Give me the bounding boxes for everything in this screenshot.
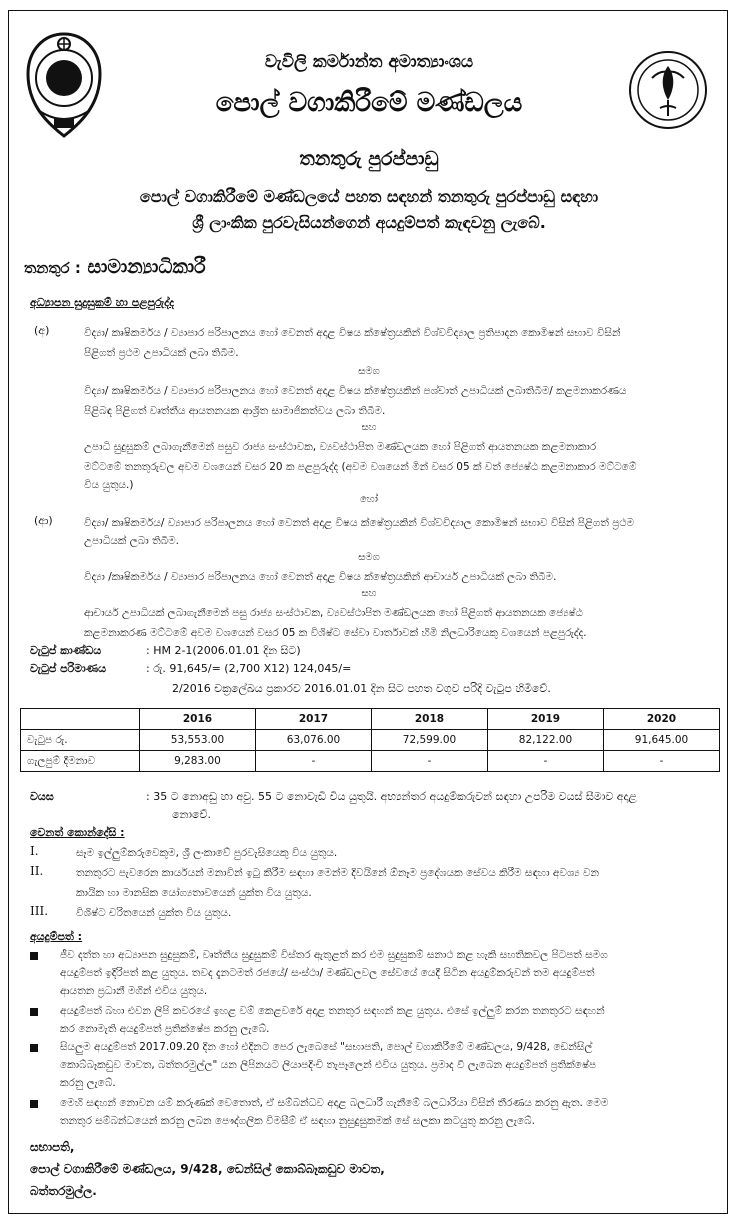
application-4-line1: මෙහි සඳහන් නොවන යම් කරුණක් වෙතොත්, ඒ සම්බන්ධව අදාළ බලධාරී ගැනීමේ බලධාරියා විසින් තීරණය කරනු ඇත. මෙම [60,1097,609,1109]
salary-code-label: වැටුප් කාණ්ඩය [30,644,102,657]
qualification-b3-line1: ආචාර්ය උපාධියක් ලබාගැනීමෙන් පසු රාජ්‍ය සංස්ථාවක, ව්‍යවස්ථාපිත මණ්ඩලයක හෝ පිළිගත් ආයතනයක ජ්‍යෙෂ්ඨ [84,607,583,619]
connector-saha-1: සහ [361,422,377,433]
salary-scale-value: : රු. 91,645/= (2,700 X12) 124,045/= [146,662,352,675]
footer-line3: බත්තරමුල්ල. [30,1184,97,1198]
bullet-icon [30,1008,38,1016]
application-3-line3: කරනු ලැබේ. [60,1077,116,1089]
condition-marker: III. [30,904,49,918]
qualifications-title: අධ්‍යාපන සුදුසුකම් හා පළපුරුද්ද [30,296,174,309]
condition-marker: I. [30,844,39,858]
post-heading [24,256,206,278]
salary-code-value: : HM 2-1(2006.01.01 දින සිට) [146,644,301,657]
application-2-line2: කර නොමැති අයදුම්පත් ප්‍රතික්ෂේප කරනු ලැබේ. [60,1023,270,1035]
application-4-line2: තනතුර සම්බන්ධයෙන් කරනු ලබන පෞද්ගලික විමසීම් ඒ සඳහා නුසුදුසුකමක් සේ සලකා කටයුතු කරනු ලැබේ. [60,1115,535,1127]
intro-line-1: පොල් වගාකිරීමේ මණ්ඩලයේ පහත සඳහන් තනතුරු පුරප්පාඩු සඳහා [139,187,599,206]
application-2-line1: අයදුම්පත් බහා එවන ලිපි කවරයේ ඉහළ වම් කෙළවරේ අදාළ තනතුර සඳහන් කළ යුතුය. එසේ ඉල්ලුම් කරන තනතුරට සඳහන් [60,1005,605,1017]
salary-cell: 53,553.00 [140,730,256,751]
salary-row-label: ගැලපුම් දීමනාව [21,751,140,772]
salary-cell: 9,283.00 [140,751,256,772]
post-name: සාමාන්‍යාධිකාරී [87,256,206,278]
qualification-a3-line2: මට්ටමේ තනතුරුවල අවම වශයෙන් වසර 20 ක පළපුරුද්ද (අවම වශයෙන් මින් වසර 05 ක් වත් ජ්‍යෙෂ්ඨ කළමනාකාර මට්ටමේ [84,461,637,473]
qualification-a3-line3: විය යුතුය.) [84,479,134,491]
qualification-b-marker: (ආ) [34,514,53,527]
vacancy-title: තනතුරු පුරප්පාඩු [299,148,439,170]
salary-table-corner [21,709,140,730]
qualification-a3-line1: උපාධි සුදුසුකම් ලබාගැනීමෙන් පසුව රාජ්‍ය සංස්ථාවක, ව්‍යවස්ථාපිත මණ්ඩලයක හෝ පිළිගත් ආයතනයක කළමනාකාර [84,441,597,453]
qualification-a2-line2: පිළිබඳ පිළිගත් වෘත්තීය ආයතනයක ආශ්‍රිත සාමාජිකත්වය ලබා තිබීම. [84,405,386,417]
age-value-line2: නොවේ. [172,808,211,821]
condition-2-line2: කායික හා මානසික යෝග්‍යතාවයෙන් යුක්ත විය යුතුය. [76,887,312,899]
qualification-a1-line1: විද්‍යා/ කෘෂිකර්මය / ව්‍යාපාර පරිපාලනය හෝ වෙනත් අදාළ විෂය ක්ෂේත්‍රයකින් විශ්වවිද්‍යාල ප්‍රතිපාදන කොමිෂන් සභාව විසින් [84,327,621,339]
table-row [21,730,720,751]
conditions-title: වෙනත් කොන්දේසි : [30,826,125,839]
salary-cell: - [604,751,720,772]
bullet-icon [30,1044,38,1052]
age-label: වයස [30,790,54,803]
connector-samaga-2: සමග [358,552,380,563]
salary-cell: 63,076.00 [256,730,372,751]
table-row [21,751,720,772]
salary-cell: 72,599.00 [372,730,488,751]
intro-text [40,184,698,236]
salary-year-header: 2019 [488,709,604,730]
salary-cell: 82,122.00 [488,730,604,751]
national-emblem-icon [24,30,104,142]
post-label: තනතුර : [24,259,81,277]
salary-cell: - [256,751,372,772]
footer-line2: පොල් වගාකිරීමේ මණ්ඩලය, 9/428, ඩෙන්සිල් කොබ්බෑකඩුව මාවත, [30,1162,385,1176]
connector-samaga-1: සමග [358,366,380,377]
salary-year-header: 2016 [140,709,256,730]
qualification-a2-line1: විද්‍යා/ කෘෂිකර්මය / ව්‍යාපාර පරිපාලනය හෝ වෙනත් අදාළ විෂය ක්ෂේත්‍රයකින් පශ්චාත් උපාධියක් ලබාතිබීම/ කළමනාකරණය [84,385,627,397]
salary-year-header: 2017 [256,709,372,730]
condition-1-line1: සෑම ඉල්ලුම්කරුවෙකුම, ශ්‍රී ලංකාවේ පුරවැසියෙකු විය යුතුය. [76,847,338,859]
qualification-b1-line2: උපාධියක් ලබා තිබීම. [84,535,179,547]
board-logo-icon [626,48,710,132]
application-3-line1: සියලුම අයදුම්පත් 2017.09.20 දින හෝ එදිනට පෙර ලැබෙසේ "සභාපති, පොල් වගාකිරීමේ මණ්ඩලය, 9/428, ඩෙන්සිල් [60,1041,593,1053]
condition-2-line1: තනතුරට පැවරෙන කාර්යයන් මනාවින් ඉටු කිරීම සඳහා මෙන්ම දිවයිනේ ඕනෑම ප්‍රදේශයක සේවය කිරීම සඳහා අවශ්‍ය වන [76,867,600,879]
application-1-line3: ආයතන ප්‍රධානී මගින් එවිය යුතුය. [60,985,208,997]
condition-marker: II. [30,864,44,878]
bullet-icon [30,952,38,960]
salary-row-label: වැටුප රු. [21,730,140,751]
application-3-line2: කොබ්බෑකඩුව මාවත, බත්තරමුල්ල" යන ලිපිනයට ලියාපදිංචි තැපෑලෙන් එවිය යුතුය. ප්‍රමාද වී ලැබෙන අයදුම්පත් ප්‍රතික්ෂේප [60,1059,597,1071]
salary-scale-label: වැටුප් පරිමාණය [30,662,107,675]
qualification-a1-line2: පිළිගත් ප්‍රථම උපාධියක් ලබා තිබීම. [84,347,239,359]
salary-table [20,708,720,772]
footer-line1: සභාපති, [30,1140,75,1154]
qualification-a-marker: (අ) [34,324,50,337]
board-name: පොල් වගාකිරීමේ මණ්ඩලය [215,88,523,118]
qualification-b3-line2: කළමනාකරණ මට්ටමේ අවම වශයෙන් වසර 05 ක විශිෂ්ට සේවා වාර්තාවක් හිමි නිලධාරියෙකු වශයෙන් පළපුරුද්ද. [84,627,587,639]
qualification-b1-line1: විද්‍යා/ කෘෂිකර්මය/ ව්‍යාපාර පරිපාලනය හෝ වෙනත් අදාළ විෂය ක්ෂේත්‍රයකින් විශ්වවිද්‍යාල කොමිෂන් සභාව විසින් පිළිගත් ප්‍රථම [84,517,635,529]
salary-year-header: 2018 [372,709,488,730]
salary-year-header: 2020 [604,709,720,730]
salary-note: 2/2016 චක්‍රලේඛය ප්‍රකාරව 2016.01.01 දින සිට පහත වගුව පරිදි වැටුප හිමිවේ. [172,682,551,695]
bullet-icon [30,1100,38,1108]
salary-cell: - [372,751,488,772]
connector-or: හෝ [360,494,378,505]
application-1-line1: ජීව දත්ත හා අධ්‍යාපන සුදුසුකම්, වෘත්තීය සුදුසුකම් විස්තර ඇතුළත් කර එම සුදුසුකම් සනාථ කළ හැකි සහතිකවල පිටපත් සමග [60,949,608,961]
salary-cell: - [488,751,604,772]
intro-line-2: ශ්‍රී ලාංකික පුරවැසියන්ගෙන් අයදුම්පත් කැඳවනු ලැබේ. [192,213,546,232]
salary-cell: 91,645.00 [604,730,720,751]
condition-3-line1: විශිෂ්ට චරිතයෙන් යුක්ත විය යුතුය. [76,907,232,919]
salary-table-header-row [21,709,720,730]
applications-title: අයදුම්පත් : [30,930,83,943]
application-1-line2: අයදුම්පත් ඉදිරිපත් කළ යුතුය. තවද දැනටමත් රජයේ/ සංස්ථා/ මණ්ඩලවල සේවයේ යෙදී සිටින අයදුම්කරුවන් තම අයදුම්පත් [60,967,595,979]
ministry-name: වැවිලි කර්මාන්ත අමාත්‍යාංශය [264,52,474,72]
qualification-b2-line1: විද්‍යා /කෘෂිකර්මය / ව්‍යාපාර පරිපාලනය හෝ වෙනත් අදාළ විෂය ක්ෂේත්‍රයකින් ආචාර්ය උපාධියක් ලබා තිබීම. [84,571,557,583]
connector-saha-2: සහ [361,588,377,599]
age-value-line1: : 35 ට නොඅඩු හා අවු. 55 ට නොවැඩි විය යුතුයි. අභ්‍යන්තර අයදුම්කරුවන් සඳහා උපරිම වයස් සීමාව අදාළ [146,790,637,803]
